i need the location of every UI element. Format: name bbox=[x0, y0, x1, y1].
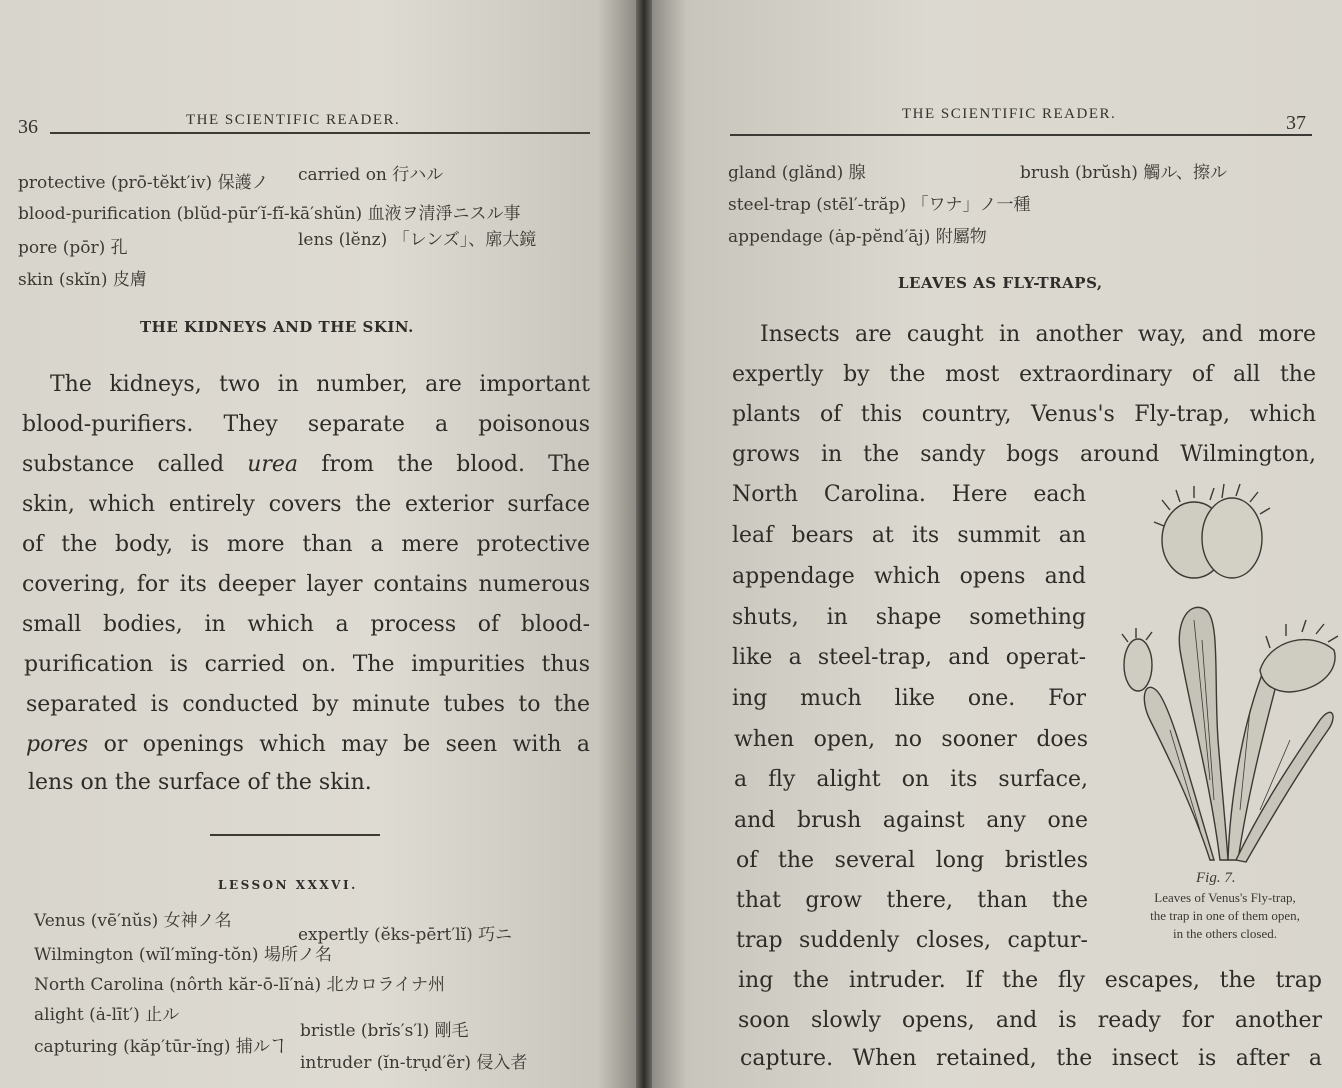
text-line: when open, no sooner does bbox=[734, 727, 1088, 752]
vocab-entry: brush (brŭsh) 觸ル、擦ル bbox=[1020, 163, 1227, 183]
text-line: and brush against any one bbox=[734, 808, 1088, 833]
vocab-entry: North Carolina (nôrth kăr-ō-lī′nȧ) 北カロライナ州 bbox=[34, 975, 446, 995]
figure-caption-line: Leaves of Venus's Fly-trap, bbox=[1154, 890, 1296, 905]
section-heading: THE KIDNEYS AND THE SKIN. bbox=[140, 318, 414, 336]
text-line: shuts, in shape something bbox=[732, 605, 1086, 630]
vocab-entry: skin (skĭn) 皮膚 bbox=[18, 270, 147, 290]
text-line: ing the intruder. If the fly escapes, the trap bbox=[738, 968, 1322, 993]
text-line: lens on the surface of the skin. bbox=[28, 770, 372, 795]
text-line: small bodies, in which a process of blood- bbox=[22, 612, 590, 637]
figure-caption-line: in the others closed. bbox=[1173, 926, 1277, 941]
text-line: like a steel-trap, and operat- bbox=[732, 645, 1086, 670]
running-head: THE SCIENTIFIC READER. bbox=[902, 106, 1117, 122]
vocab-entry: alight (ȧ-līt′) 止ル bbox=[34, 1005, 180, 1025]
text-line: a fly alight on its surface, bbox=[734, 767, 1088, 792]
vocab-entry: capturing (kăp′tūr-ĭng) 捕ルヿ bbox=[34, 1037, 287, 1057]
page-number: 36 bbox=[18, 116, 38, 138]
vocab-entry: expertly (ĕks-pērt′lĭ) 巧ニ bbox=[298, 925, 513, 945]
text-line: Insects are caught in another way, and more bbox=[760, 322, 1316, 347]
header-rule bbox=[50, 132, 590, 134]
section-divider bbox=[210, 834, 380, 836]
vocab-entry: bristle (brĭs′s′l) 剛毛 bbox=[300, 1021, 469, 1041]
vocab-entry: protective (prō-tĕkt′iv) 保護ノ bbox=[18, 173, 269, 193]
text-line: soon slowly opens, and is ready for another bbox=[738, 1008, 1322, 1033]
text-line: The kidneys, two in number, are important bbox=[50, 372, 590, 397]
text-line: ing much like one. For bbox=[732, 686, 1086, 711]
text-line: substance called urea from the blood. The bbox=[22, 452, 590, 477]
section-heading: LEAVES AS FLY-TRAPS, bbox=[898, 274, 1103, 292]
text-line: capture. When retained, the insect is after a bbox=[740, 1046, 1322, 1071]
left-page bbox=[0, 0, 636, 1088]
vocab-entry: carried on 行ハル bbox=[298, 165, 444, 185]
figure-label: Fig. 7. bbox=[1196, 870, 1236, 886]
vocab-entry: steel-trap (stēl′-trăp) 「ワナ」ノ一種 bbox=[728, 195, 1031, 215]
text-line: pores or openings which may be seen with a bbox=[26, 732, 590, 757]
right-page bbox=[652, 0, 1342, 1088]
vocab-entry: appendage (ȧp-pĕnd′āj) 附屬物 bbox=[728, 227, 987, 247]
text-line: covering, for its deeper layer contains numerous bbox=[22, 572, 590, 597]
text-line: that grow there, than the bbox=[736, 888, 1088, 913]
text-line: North Carolina. Here each bbox=[732, 482, 1086, 507]
text-line: of the body, is more than a mere protective bbox=[22, 532, 590, 557]
vocab-entry: lens (lĕnz) 「レンズ」、廓大鏡 bbox=[298, 230, 537, 250]
vocab-entry: intruder (ĭn-trụd′ẽr) 侵入者 bbox=[300, 1053, 528, 1073]
vocab-entry: blood-purification (blŭd-pūr′ĭ-fĭ-kā′shŭn) 血液ヲ清淨ニスル事 bbox=[18, 204, 521, 224]
running-head: THE SCIENTIFIC READER. bbox=[186, 112, 401, 128]
text-line: blood-purifiers. They separate a poisonous bbox=[22, 412, 590, 437]
text-line: expertly by the most extraordinary of all the bbox=[732, 362, 1316, 387]
book-gutter bbox=[636, 0, 652, 1088]
text-line: purification is carried on. The impurities thus bbox=[24, 652, 590, 677]
text-line: leaf bears at its summit an bbox=[732, 523, 1086, 548]
vocab-entry: pore (pōr) 孔 bbox=[18, 238, 128, 258]
text-line: plants of this country, Venus's Fly-trap, which bbox=[732, 402, 1316, 427]
page-number: 37 bbox=[1286, 112, 1306, 134]
venus-flytrap-illustration bbox=[1110, 480, 1342, 870]
text-line: of the several long bristles bbox=[736, 848, 1088, 873]
lesson-title: LESSON XXXVI. bbox=[218, 878, 358, 892]
text-line: separated is conducted by minute tubes to the bbox=[26, 692, 590, 717]
flytrap-drawing bbox=[1110, 480, 1342, 870]
vocab-entry: Wilmington (wĭl′mĭng-tŏn) 場所ノ名 bbox=[34, 945, 332, 965]
text-line: trap suddenly closes, captur- bbox=[736, 928, 1088, 953]
text-line: grows in the sandy bogs around Wilmington, bbox=[732, 442, 1316, 467]
vocab-entry: Venus (vē′nŭs) 女神ノ名 bbox=[34, 911, 232, 931]
text-line: skin, which entirely covers the exterior surface bbox=[22, 492, 590, 517]
figure-caption-line: the trap in one of them open, bbox=[1150, 908, 1300, 923]
text-line: appendage which opens and bbox=[732, 564, 1086, 589]
header-rule bbox=[730, 134, 1312, 136]
vocab-entry: gland (glănd) 腺 bbox=[728, 163, 866, 183]
